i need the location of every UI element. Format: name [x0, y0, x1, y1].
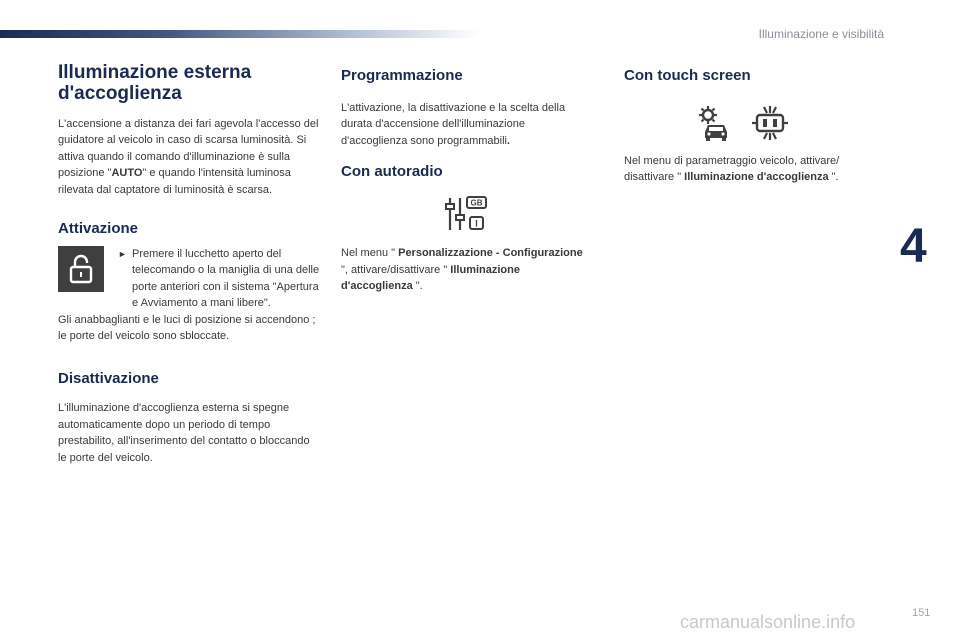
touch-menu-item: Illuminazione d'accoglienza: [681, 171, 832, 184]
header-gradient-bar: [0, 30, 480, 38]
radio-icon-label-gb: GB: [470, 198, 483, 208]
radio-icon-label-i: I: [475, 218, 478, 229]
exterior-lighting-icon: [752, 105, 788, 141]
activation-heading: Attivazione: [58, 220, 139, 238]
touch-instructions: [624, 153, 884, 186]
activation-result: Gli anabbaglianti e le luci di posizione si accendono ; le porte del veicolo sono sbloccate.: [58, 313, 316, 343]
intro-paragraph: [58, 116, 320, 198]
page-title: Illuminazione esterna d'accoglienza: [58, 62, 252, 104]
radio-instructions: [341, 245, 591, 294]
watermark: carmanualsonline.info: [680, 612, 856, 632]
touch-text-a: Nel menu di parametraggio veicolo, attivare/ disattivare ": [624, 155, 840, 184]
page-number: 151: [912, 607, 931, 619]
activation-bullet-text: Premere il lucchetto aperto del telecomando o la maniglia di una delle porte anteriori con il sistema "Apertura e Avviamento a mani libere".: [132, 248, 320, 310]
radio-menu-item: Illuminazione d'accoglienza: [341, 263, 520, 293]
radio-text-b: ", attivare/disattivare ": [341, 263, 448, 276]
radio-settings-icon-wrap: [341, 195, 591, 233]
vehicle-settings-icon: [698, 105, 734, 141]
touch-heading: Con touch screen: [624, 67, 751, 84]
bullet-marker-icon: ►: [118, 249, 127, 260]
touch-text-b: ".: [831, 171, 839, 184]
activation-step: [58, 246, 320, 312]
radio-menu-name: Personalizzazione - Configurazione: [395, 247, 583, 260]
radio-text-c: ".: [415, 280, 423, 293]
programming-text-b: .: [506, 134, 511, 147]
chapter-number: 4: [900, 220, 927, 273]
deactivation-heading: Disattivazione: [58, 370, 159, 388]
programming-heading: Programmazione: [341, 67, 463, 84]
programming-text: [341, 100, 591, 149]
radio-text-a: Nel menu ": [341, 247, 396, 260]
column-exterior-lighting: [58, 62, 320, 466]
touch-icons-row: [698, 105, 884, 141]
intro-text-b: " e quando l'intensità luminosa rilevata dal captatore di luminosità è scarsa.: [58, 167, 291, 196]
radio-settings-icon: [444, 195, 488, 233]
open-padlock-icon: [58, 246, 104, 292]
section-title: Illuminazione e visibilità: [758, 27, 884, 41]
column-programming: [341, 62, 591, 294]
radio-heading: Con autoradio: [341, 163, 443, 181]
programming-text-a: L'attivazione, la disattivazione e la scelta della durata d'accensione dell'illuminazione d'accoglienza sono programmabili: [341, 102, 566, 147]
intro-auto: AUTO: [111, 167, 143, 180]
deactivation-text: L'illuminazione d'accoglienza esterna si spegne automaticamente dopo un periodo di tempo prestabilito, all'inserimento del contatto o bloccando le porte del veicolo.: [58, 402, 310, 464]
intro-text-a: L'accensione a distanza dei fari agevola l'accesso del guidatore al veicolo in caso di scarsa luminosità. Si attiva quando il comando d'illuminazione è sulla posizione ": [58, 118, 319, 180]
column-touch-screen: [624, 62, 884, 186]
